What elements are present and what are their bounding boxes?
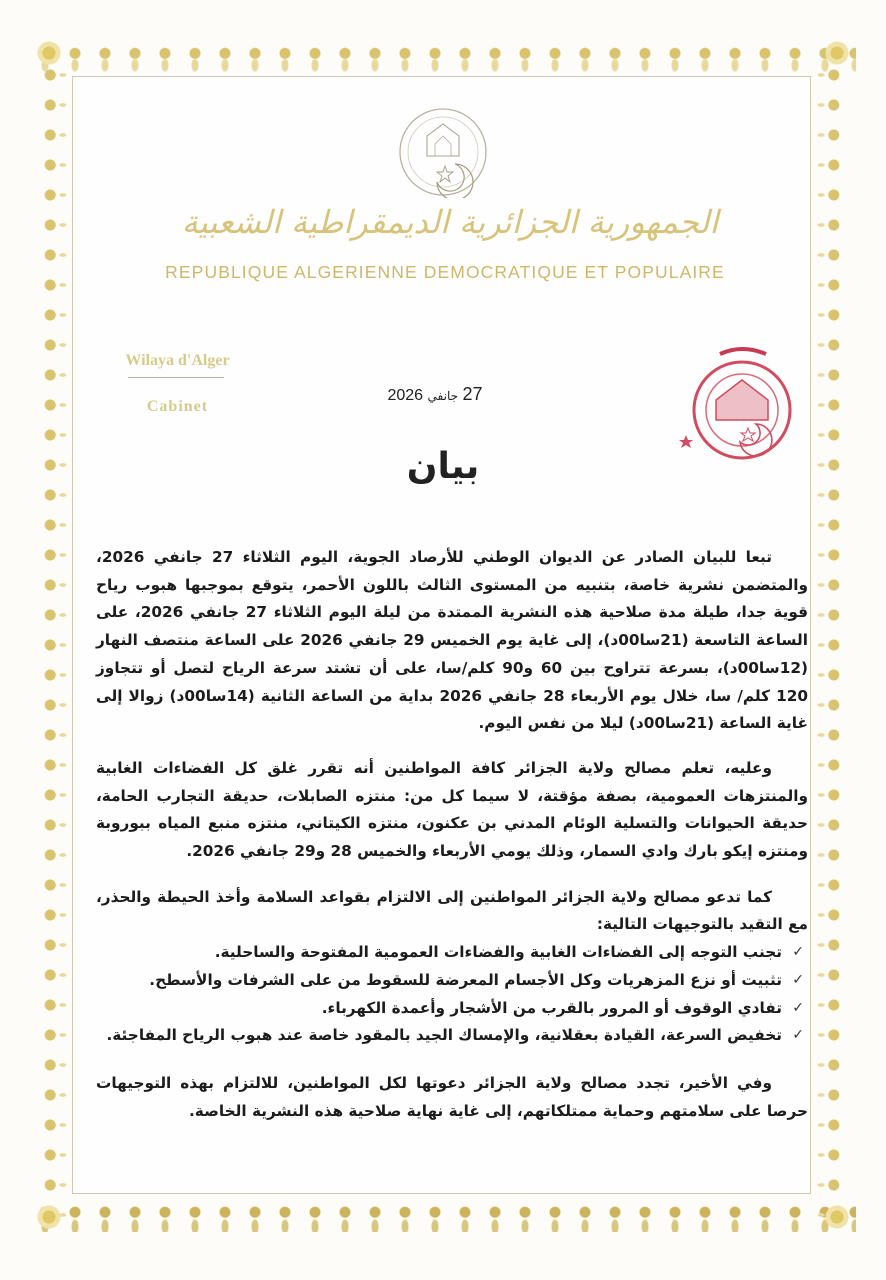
issuer-wilaya: Wilaya d'Alger <box>125 352 230 369</box>
corner-ornament-icon <box>34 1202 64 1232</box>
corner-ornament-icon <box>34 38 64 68</box>
corner-ornament-icon <box>822 1202 852 1232</box>
date-year: 2026 <box>387 387 424 404</box>
checkmark-icon: ✓ <box>792 971 804 988</box>
guideline-item: ✓ تجنب التوجه إلى الفضاءات الغابية والفضاءات العمومية المفتوحة والساحلية. <box>96 939 804 967</box>
republic-title-arabic: الجمهورية الجزائرية الديمقراطية الشعبية <box>181 203 719 241</box>
paragraph-closing: وفي الأخير، تجدد مصالح ولاية الجزائر دعوتها لكل المواطنين، للالتزام بهذه التوجيهات حرصا على سلامتهم وحماية ممتلكاتهم، إلى غاية نهاية صلاحية هذه النشرية الخاصة. <box>96 1073 808 1120</box>
ornamental-border-right <box>814 60 850 1220</box>
paragraph-safety-call: كما تدعو مصالح ولاية الجزائر المواطنين إلى الالتزام بقواعد السلامة وأخذ الحيطة والحذر، مع التقيد بالتوجيهات التالية: <box>96 887 808 934</box>
checkmark-icon: ✓ <box>792 1027 804 1044</box>
ornamental-border-bottom <box>30 1196 856 1232</box>
document-title: بيان <box>406 446 480 487</box>
paragraph-park-closures: وعليه، تعلم مصالح ولاية الجزائر كافة المواطنين أنه تقرر غلق كل الفضاءات الغابية والمنتزهات العمومية، بصفة مؤقتة، لا سيما كل من: منتزه الصابلات، حديقة التجارب الحامة، حديقة الحيوانات والتسلية الوئام المدني بن عكنون، منتزه الكيتاني، منتزه منبع المياه ببوروبة ومنتزه إيكو بارك وادي السمار، وذلك يومي الأربعاء والخميس 28 و29 جانفي 2026. <box>96 758 808 861</box>
republic-title-french: REPUBLIQUE ALGERIENNE DEMOCRATIQUE ET POPULAIRE <box>165 262 725 282</box>
paragraph-weather-bulletin: تبعا للبيان الصادر عن الديوان الوطني للأرصاد الجوية، اليوم الثلاثاء 27 جانفي 2026، والمتضمن نشرية خاصة، بتنبيه من المستوى الثالث باللون الأحمر، يتوقع بموجبها هبوب رياح قوية جدا، طيلة مدة صلاحية هذه النشرية الممتدة من ليلة اليوم الثلاثاء 27 جانفي 2026، على الساعة التاسعة (21سا00د)، إلى غاية يوم الخميس 29 جانفي 2026 على الساعة منتصف النهار (12سا00د)، بسرعة تتراوح بين 60 و90 كلم/سا، على أن تشتد سرعة الرياح لتصل أو تتجاوز 120 كلم/ سا، خلال يوم الأربعاء 28 جانفي 2026 بداية من الساعة الثانية (14سا00د) زوالا إلى غاية الساعة (21سا00د) ليلا من نفس اليوم. <box>96 548 808 733</box>
ornamental-border-top <box>30 38 856 72</box>
official-stamp-icon <box>670 340 802 472</box>
checkmark-icon: ✓ <box>792 999 804 1016</box>
issuer-divider <box>128 377 224 378</box>
guideline-item: ✓ تخفيض السرعة، القيادة بعقلانية، والإمساك الجيد بالمقود خاصة عند هبوب الرياح المفاجئة. <box>96 1022 804 1050</box>
document-body <box>96 544 808 1125</box>
date-day: 27 <box>462 384 483 404</box>
guideline-item: ✓ تثبيت أو نزع المزهريات وكل الأجسام المعرضة للسقوط من على الشرفات والأسطح. <box>96 967 804 995</box>
national-emblem-icon <box>397 106 489 198</box>
corner-ornament-icon <box>822 38 852 68</box>
date-month: جانفي <box>427 389 459 403</box>
guideline-item: ✓ تفادي الوقوف أو المرور بالقرب من الأشجار وأعمدة الكهرباء. <box>96 995 804 1023</box>
guidelines-list <box>96 939 808 1050</box>
issuer-cabinet: Cabinet <box>146 398 209 415</box>
document-date <box>365 384 505 405</box>
checkmark-icon: ✓ <box>792 944 804 961</box>
ornamental-border-left <box>34 60 70 1220</box>
